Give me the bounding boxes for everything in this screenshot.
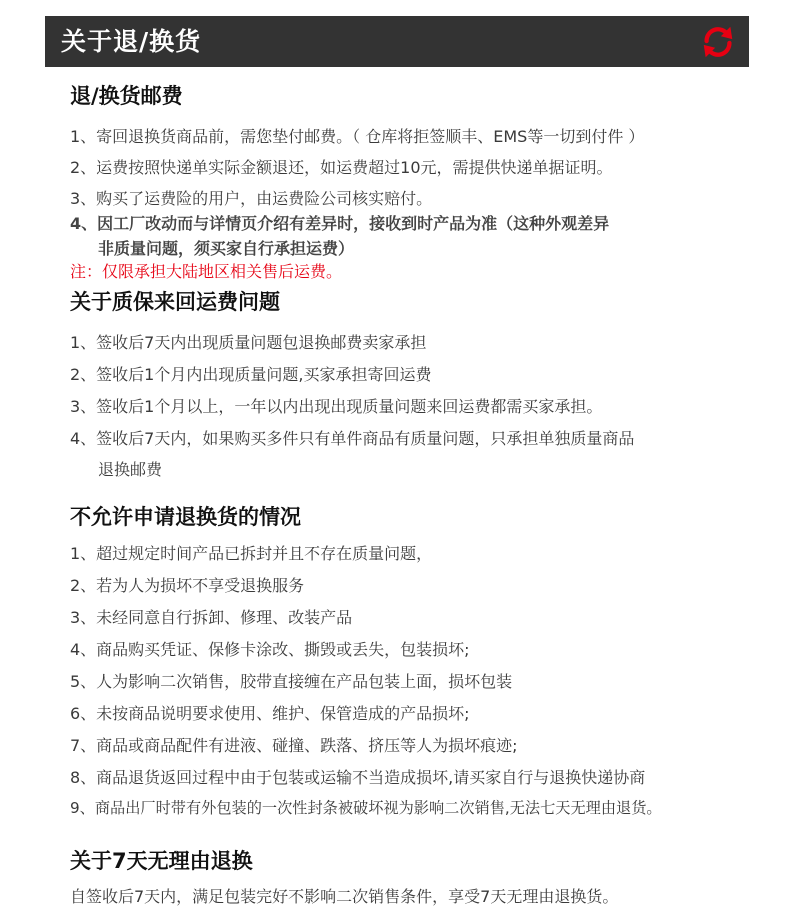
list-item: 3、购买了运费险的用户，由运费险公司核实赔付。 xyxy=(70,189,433,208)
list-item: 6、未按商品说明要求使用、维护、保管造成的产品损坏; xyxy=(70,704,470,723)
page-title: 关于退/换货 xyxy=(61,27,202,56)
list-item: 2、签收后1个月内出现质量问题,买家承担寄回运费 xyxy=(70,365,432,384)
list-item: 3、未经同意自行拆卸、修理、改装产品 xyxy=(70,608,353,627)
list-item: 自签收后7天内，满足包装完好不影响二次销售条件，享受7天无理由退换货。 xyxy=(70,887,619,906)
list-item: 4、签收后7天内，如果购买多件只有单件商品有质量问题，只承担单独质量商品 xyxy=(70,429,635,448)
list-item: 5、人为影响二次销售，胶带直接缠在产品包装上面，损坏包装 xyxy=(70,672,513,691)
section-title-not-allowed: 不允许申请退换货的情况 xyxy=(70,505,301,529)
list-item: 4、因工厂改动而与详情页介绍有差异时，接收到时产品为准（这种外观差异 xyxy=(70,214,610,233)
header-bar xyxy=(45,16,749,67)
list-item: 9、商品出厂时带有外包装的一次性封条被破坏视为影响二次销售,无法七天无理由退货。 xyxy=(70,799,662,817)
refresh-icon xyxy=(699,23,737,61)
section-title-warranty-shipping: 关于质保来回运费问题 xyxy=(70,290,280,314)
list-item: 7、商品或商品配件有进液、碰撞、跌落、挤压等人为损坏痕迹; xyxy=(70,736,518,755)
list-item: 2、运费按照快递单实际金额退还，如运费超过10元，需提供快递单据证明。 xyxy=(70,158,613,177)
section-title-7-day-return: 关于7天无理由退换 xyxy=(70,849,253,873)
section-title-shipping-fee: 退/换货邮费 xyxy=(70,84,183,108)
list-item: 1、超过规定时间产品已拆封并且不存在质量问题， xyxy=(70,544,433,563)
list-item: 4、商品购买凭证、保修卡涂改、撕毁或丢失，包装损坏; xyxy=(70,640,470,659)
list-item: 1、签收后7天内出现质量问题包退换邮费卖家承担 xyxy=(70,333,427,352)
list-item: 1、寄回退换货商品前，需您垫付邮费。（ 仓库将拒签顺丰、EMS等一切到付件 ） xyxy=(70,127,645,146)
list-item: 2、若为人为损坏不享受退换服务 xyxy=(70,576,305,595)
list-item: 3、签收后1个月以上，一年以内出现出现质量问题来回运费都需买家承担。 xyxy=(70,397,603,416)
list-item-continuation: 退换邮费 xyxy=(98,460,163,479)
list-item-continuation: 非质量问题，须买家自行承担运费） xyxy=(98,239,355,258)
list-item: 8、商品退货返回过程中由于包装或运输不当造成损坏,请买家自行与退换快递协商 xyxy=(70,768,646,787)
note-text: 注：仅限承担大陆地区相关售后运费。 xyxy=(70,262,343,281)
